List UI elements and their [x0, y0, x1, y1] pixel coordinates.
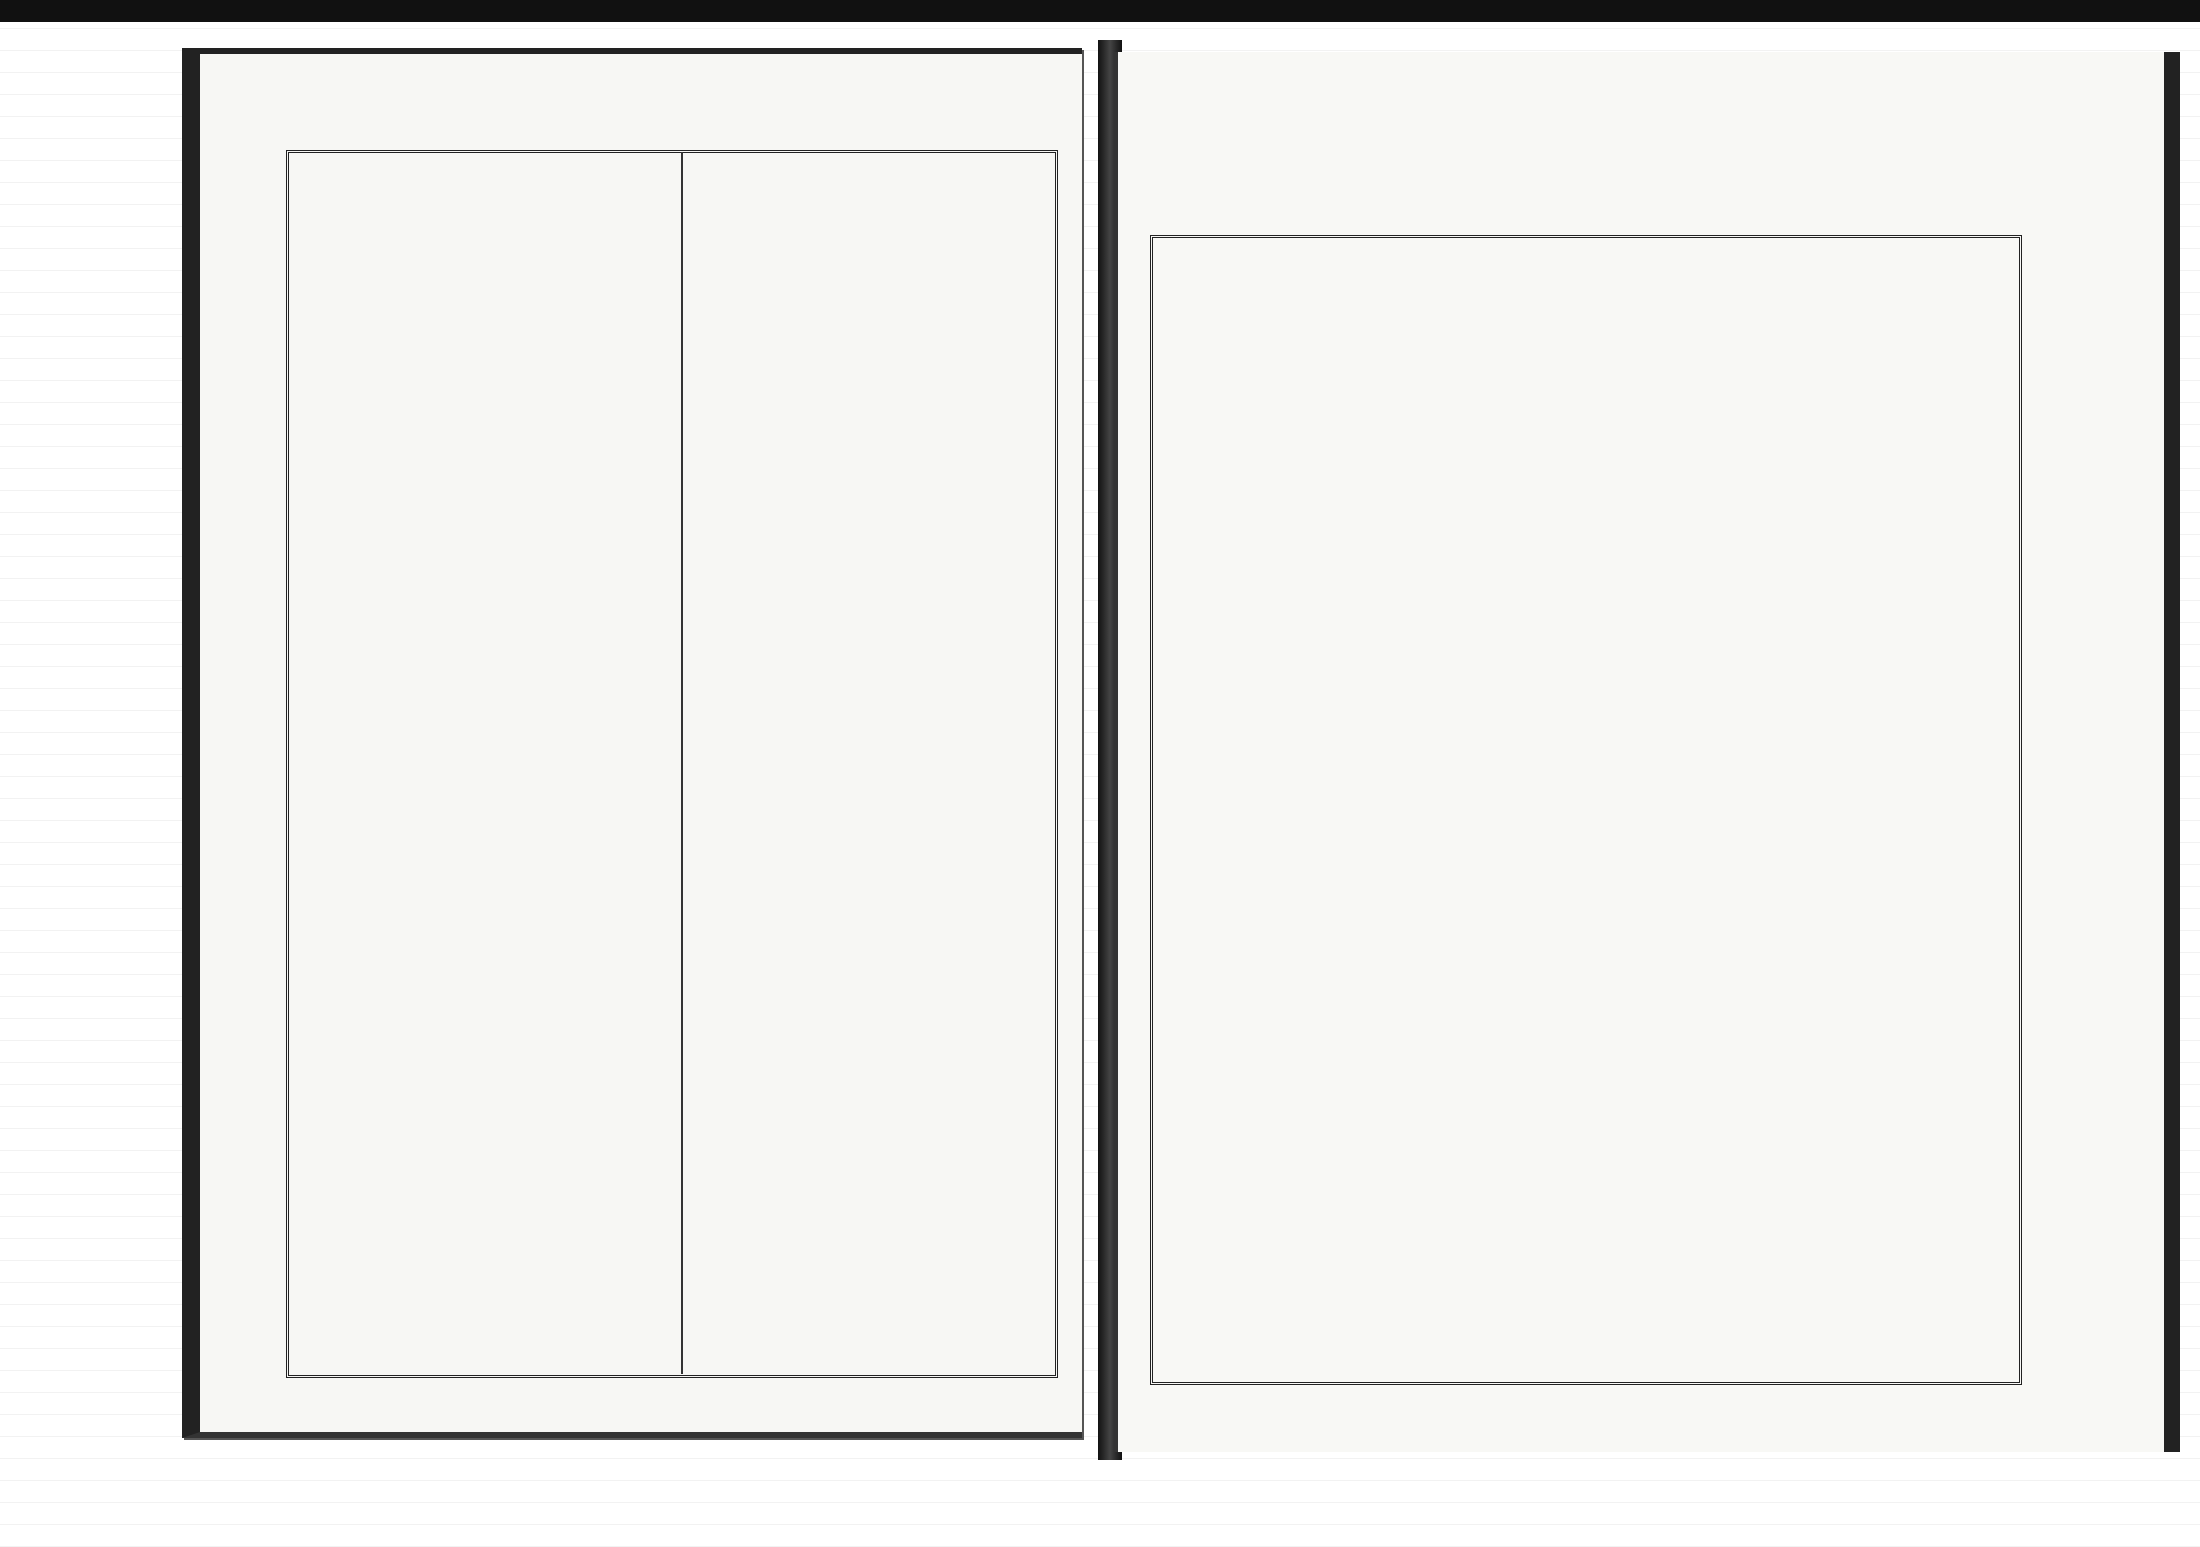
left-column-2 — [696, 162, 1052, 1372]
table-title-line-1 — [1150, 165, 1220, 194]
left-column-1 — [296, 162, 668, 1372]
column-divider — [681, 152, 683, 1374]
scan-top-border — [0, 0, 2200, 22]
census-table-frame — [1150, 235, 2022, 1385]
